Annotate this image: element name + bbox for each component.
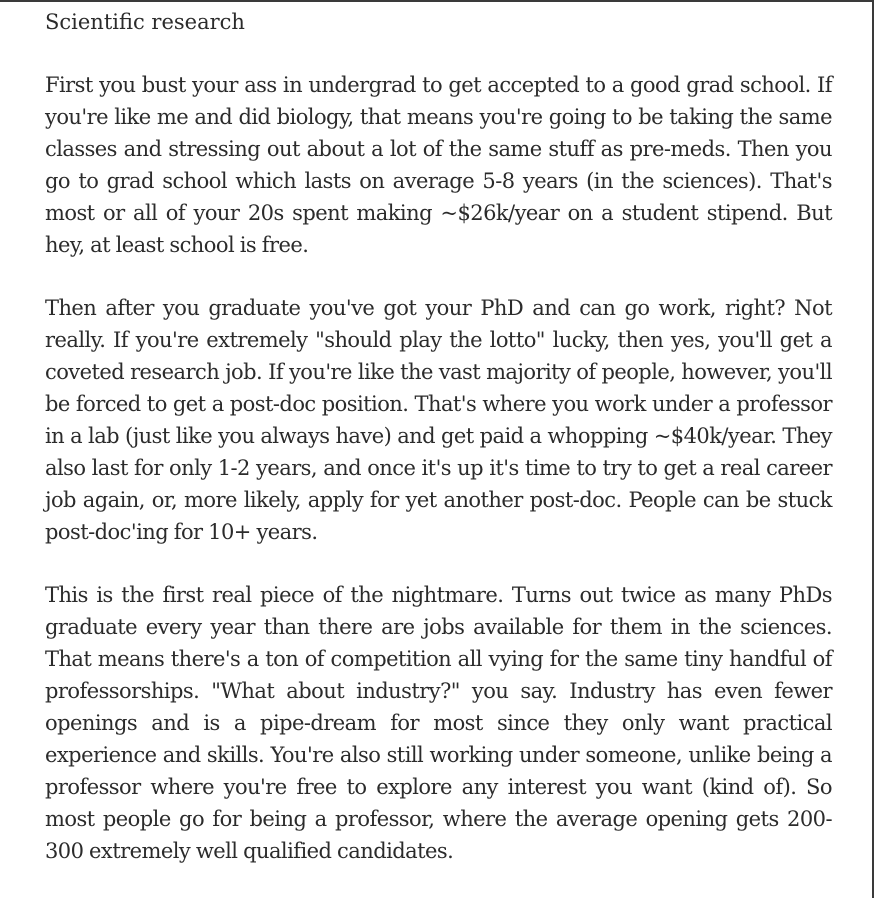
paragraph-undergrad: First you bust your ass in undergrad to get accepted to a good grad school. If you're like me and did biology, that means you're going to be taking the same classes and stressing out about a lot of the same stuff as pre-meds. Then you go to grad school which lasts on average 5-8 years (in the sciences). That's most or all of your 20s spent making ~$26k/year on a student stipend. But hey, at least school is free. — [45, 73, 832, 257]
paragraph-postdoc: Then after you graduate you've got your PhD and can go work, right? Not really. If you're extremely "should play the lotto" lucky, then yes, you'll get a coveted research job. If you're like the vast majority of people, however, you'll be forced to get a post-doc position. That's where you work under a professor in a lab (just like you always have) and get paid a whopping ~$40k/year. They also last for only 1-2 years, and once it's up it's time to try to get a real career job again, or, more likely, apply for yet another post-doc. People can be stuck post-doc'ing for 10+ years. — [45, 296, 832, 544]
section-heading: Scientific research — [45, 10, 245, 34]
paragraph-nightmare: This is the first real piece of the nightmare. Turns out twice as many PhDs graduate every year than there are jobs available for them in the sciences. That means there's a ton of competition all vying for the same tiny handful of professorships. "What about industry?" you say. Industry has even fewer openings and is a pipe-dream for most since they only want practical experience and skills. You're also still working under someone, unlike being a professor where you're free to explore any interest you want (kind of). So most people go for being a professor, where the average opening gets 200-300 extremely well qualified candidates. — [45, 583, 832, 863]
article-body — [45, 6, 832, 898]
